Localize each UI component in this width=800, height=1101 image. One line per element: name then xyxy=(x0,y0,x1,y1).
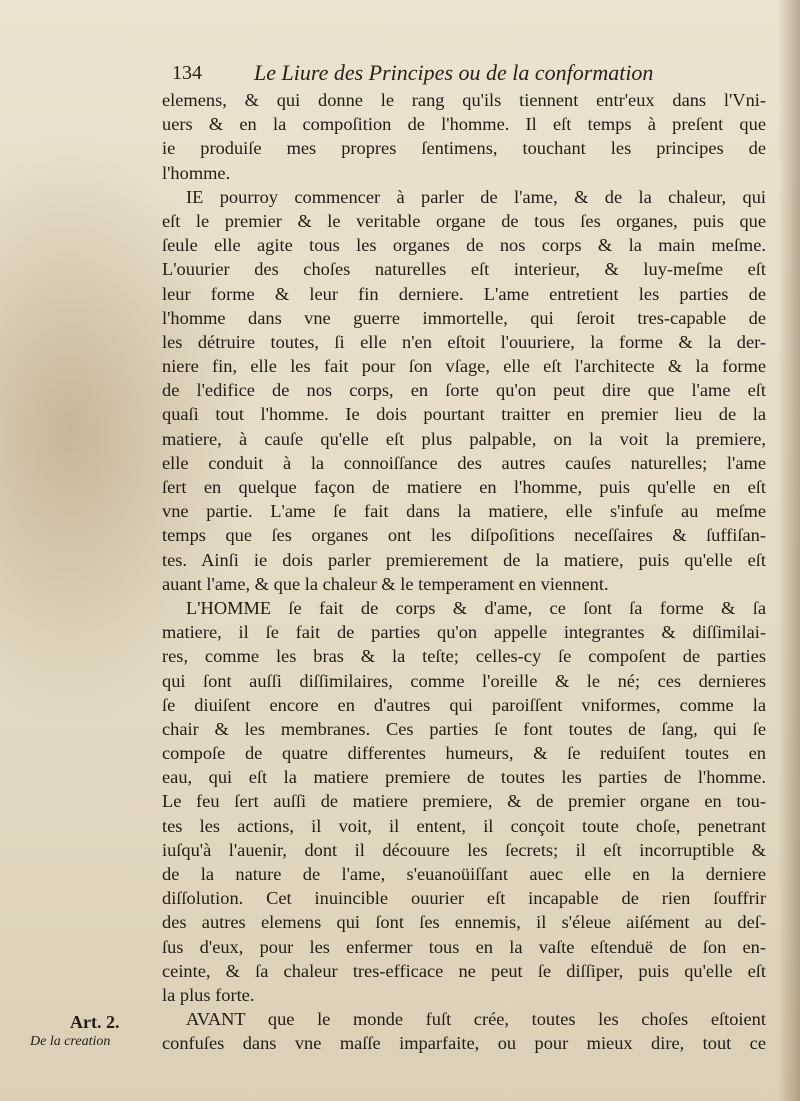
text-line: compoſe de quatre differentes humeurs, & ſe reduiſent toutes en xyxy=(162,743,766,764)
text-line: elle conduit à la connoiſſance des autres cauſes naturelles; l'ame xyxy=(162,452,766,473)
text-line: diſſolution. Cet inuincible ouurier eſt incapable de rien ſouffrir xyxy=(162,888,766,909)
margin-article-number: Art. 2. xyxy=(70,1012,120,1032)
text-line: tes. Ainſi ie dois parler premierement de la matiere, puis qu'elle eſt xyxy=(162,549,766,570)
text-line: vne partie. L'ame ſe fait dans la matiere, elle s'infuſe au meſme xyxy=(162,501,766,522)
text-line: de la nature de l'ame, s'euanoüiſſant auec elle en la derniere xyxy=(162,864,766,884)
text-line: niere fin, elle les fait pour ſon vſage, elle eſt l'architecte & la forme xyxy=(162,356,766,377)
text-line: temps que ſes organes ont les diſpoſitions neceſſaires & ſuffiſan- xyxy=(162,525,766,546)
text-line: ſus d'eux, pour les enfermer tous en la vaſte eſtenduë de ſon en- xyxy=(162,936,766,957)
text-line: matiere, à cauſe qu'elle eſt plus palpable, on la voit la premiere, xyxy=(162,428,766,449)
text-line: de l'edifice de nos corps, en ſorte qu'on peut dire que l'ame eſt xyxy=(162,380,766,401)
page-binding-shadow xyxy=(778,0,800,1101)
text-line: auant l'ame, & que la chaleur & le temperament en viennent. xyxy=(162,573,609,594)
text-line: leur forme & leur fin derniere. L'ame entretient les parties de xyxy=(162,283,766,304)
text-line: ſeule elle agite tous les organes de nos corps & la main meſme. xyxy=(162,235,766,256)
text-line: l'homme. xyxy=(162,162,231,183)
text-line: eau, qui eſt la matiere premiere de toutes les parties de l'homme. xyxy=(162,767,766,788)
text-line: uers & en la compoſition de l'homme. Il eſt temps à preſent que xyxy=(162,114,766,135)
text-line: l'homme dans vne guerre immortelle, qui ſeroit tres-capable de xyxy=(162,307,766,328)
text-line: confuſes dans vne maſſe imparfaite, ou pour mieux dire, tout ce xyxy=(162,1033,766,1054)
text-line: quaſi tout l'homme. Ie dois pourtant traitter en premier lieu de la xyxy=(162,404,766,425)
text-line: ſe diuiſent encore en d'autres qui paroiſſent vniformes, comme la xyxy=(162,694,766,715)
text-line: ceinte, & ſa chaleur tres-efficace ne peut ſe diſſiper, puis qu'elle eſt xyxy=(162,960,766,981)
text-line: les détruire toutes, ſi elle n'en eſtoit l'ouuriere, la forme & la der- xyxy=(162,331,766,352)
text-line: ie produiſe mes propres ſentimens, touchant les principes de xyxy=(162,138,766,159)
text-line: AVANT que le monde fuſt crée, toutes les choſes eſtoient xyxy=(186,1009,766,1030)
page-header xyxy=(172,58,772,88)
text-line: des autres elemens qui ſont ſes ennemis, il s'éleue aiſément au deſ- xyxy=(162,912,766,933)
text-line: L'ouurier des choſes naturelles eſt interieur, & luy-meſme eſt xyxy=(162,259,766,280)
text-line: Le feu ſert auſſi de matiere premiere, & de premier organe en tou- xyxy=(162,791,766,812)
body-text xyxy=(162,88,766,1056)
text-line: ſert en quelque façon de matiere en l'homme, puis qu'elle en eſt xyxy=(162,477,766,497)
text-line: IE pourroy commencer à parler de l'ame, & de la chaleur, qui xyxy=(186,186,766,207)
page-number: 134 xyxy=(172,62,202,84)
text-line: tes les actions, il voit, il entent, il conçoit toute choſe, penetrant xyxy=(162,815,766,836)
text-line: chair & les membranes. Ces parties ſe font toutes de ſang, qui ſe xyxy=(162,718,766,739)
text-line: L'HOMME ſe fait de corps & d'ame, ce ſont ſa forme & ſa xyxy=(186,597,766,618)
text-line: matiere, il ſe fait de parties qu'on appelle integrantes & diſſimilai- xyxy=(162,622,766,643)
text-line: la plus forte. xyxy=(162,984,255,1005)
margin-topic-note: De la creation xyxy=(30,1034,111,1049)
text-line: qui ſont auſſi diſſimilaires, comme l'oreille & le né; ces dernieres xyxy=(162,670,766,691)
text-line: iuſqu'à l'auenir, dont il découure les ſecrets; il eſt incorruptible & xyxy=(162,839,766,860)
text-line: elemens, & qui donne le rang qu'ils tiennent entr'eux dans l'Vni- xyxy=(162,90,766,110)
running-title: Le Liure des Principes ou de la conformation xyxy=(254,60,654,85)
text-line: eſt le premier & le veritable organe de tous ſes organes, puis que xyxy=(162,210,766,231)
text-line: res, comme les bras & la teſte; celles-cy ſe compoſent de parties xyxy=(162,646,766,667)
